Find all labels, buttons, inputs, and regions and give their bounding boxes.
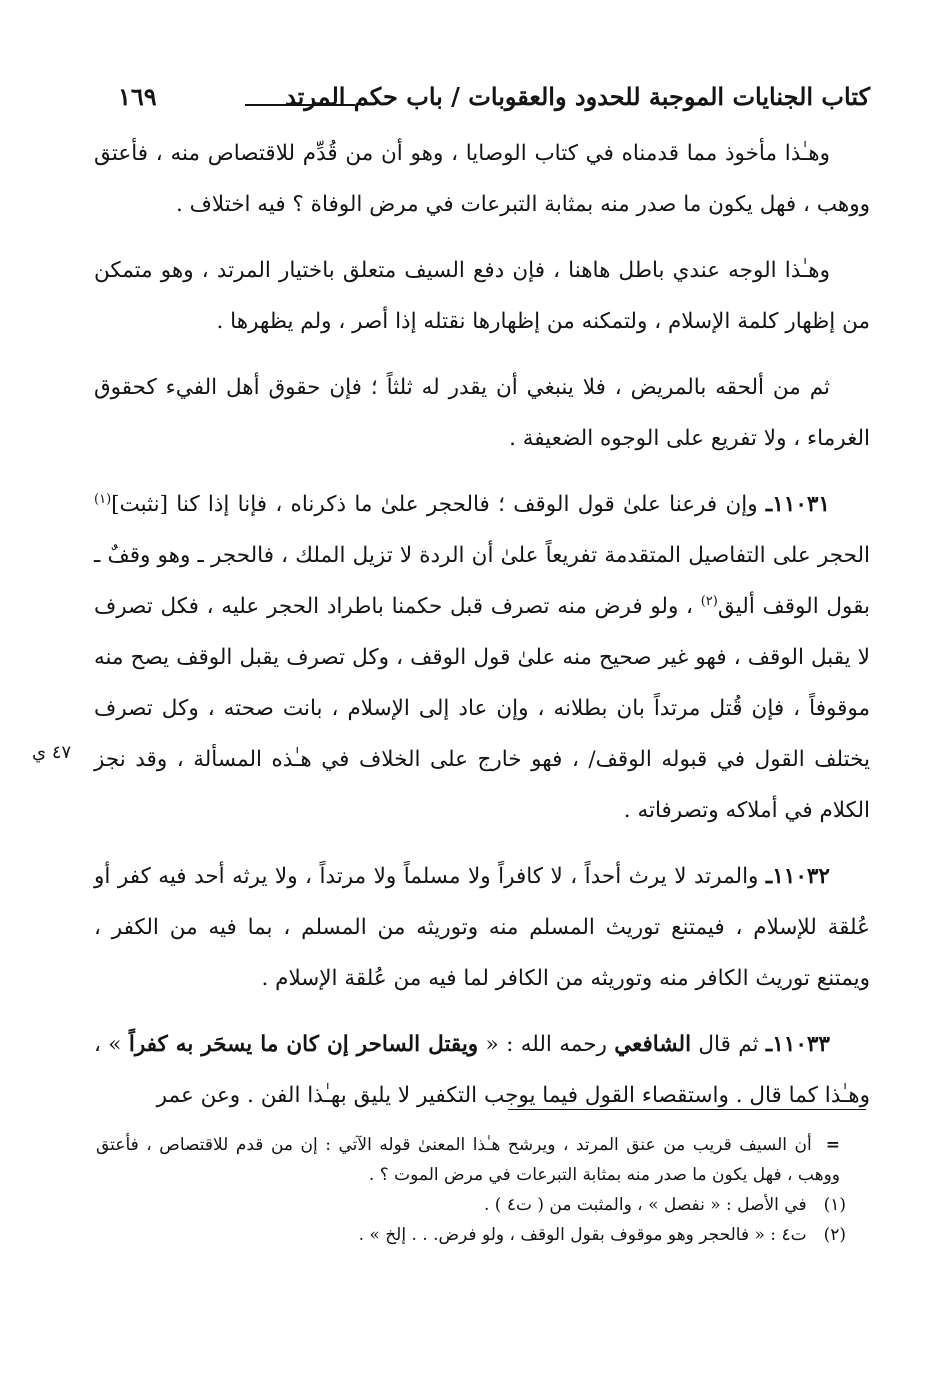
paragraph-text: » ، وهـٰذا كما قال . واستقصاء القول فيما يوجب التكفير لا يليق بهـٰذا الفن . وعن عمر [94,1032,870,1108]
paragraph-text: وهـٰذا مأخوذ مما قدمناه في كتاب الوصايا ، وهو أن من قُدِّم للاقتصاص منه ، فأعتق ووهب ، فهل يكون ما صدر منه بمثابة التبرعات في مرض الوفاة ؟ فيه اختلاف . [94,141,870,217]
paragraph-number: ١١٠٣١ـ [765,492,830,517]
paragraph-text: ، ولو فرض منه تصرف قبل حكمنا باطراد الحجر عليه ، فكل تصرف لا يقبل الوقف ، فهو غير صحيح منه علىٰ قول الوقف ، وكل تصرف يقبل الوقف يصح منه موقوفاً ، فإن قُتل مرتداً بان بطلانه ، وإن عاد إلى الإسلام ، بانت صحته ، وكل تصرف يختلف القول في قبوله الوقف/ ، فهو خارج على الخلاف في هـٰذه المسألة ، وقد نجز الكلام في أملاكه وتصرفاته . [94,594,870,823]
footnote-text: في الأصل : « نفصل » ، والمثبت من ( ت٤ ) . [484,1195,807,1215]
footnote-continuation [96,1130,870,1190]
footnote-1 [96,1190,870,1220]
footnote-ref-2[interactable]: (٢) [700,593,718,609]
paragraph-text: والمرتد لا يرث أحداً ، لا كافراً ولا مسلماً ولا مرتداً ، ولا يرثه أحد فيه كفر أو عُلقة للإسلام ، فيمتنع توريث المسلم منه وتوريثه من المسلم ، بما فيه من الكفر ، ويمتنع توريث الكافر منه وتوريثه من الكافر لما فيه من عُلقة الإسلام . [94,864,870,991]
footnote-ref-1[interactable]: (١) [94,491,112,507]
paragraph-text: وهـٰذا الوجه عندي باطل هاهنا ، فإن دفع السيف متعلق باختيار المرتد ، وهو متمكن من إظهار كلمة الإسلام ، ولتمكنه من إظهارها نقتله إذا أصر ، ولم يظهرها . [94,258,870,334]
main-text [94,128,870,1136]
manuscript-folio-marker: ٤٧ ي [32,742,72,763]
running-header [100,76,870,120]
paragraph-text: وإن فرعنا علىٰ قول الوقف ؛ فالحجر علىٰ ما ذكرناه ، فإنا إذا كنا [نثبت] [111,492,758,517]
footnotes [96,1130,870,1250]
paragraph-text: رحمه الله : « [478,1032,615,1057]
author-name: الشافعي [614,1032,692,1057]
footnote-number: (١) [823,1195,846,1215]
page-number: ١٦٩ [118,82,157,111]
quoted-text: ويقتل الساحر إن كان ما يسحَر به كفراً [128,1032,479,1057]
footnote-text: ت٤ : « فالحجر وهو موقوف بقول الوقف ، ولو فرض. . . إلخ » . [358,1225,807,1245]
footnote-2 [96,1220,870,1250]
paragraph-11031 [94,479,870,836]
paragraph-11032 [94,851,870,1004]
footnote-separator [508,1109,866,1110]
paragraph-text: ثم قال [691,1032,759,1057]
footnote-text: أن السيف قريب من عنق المرتد ، ويرشح هـٰذا المعنىٰ قوله الآتي : إن من قدم للاقتصاص ، فأعتق ووهب ، فهل يكون ما صدر منه بمثابة التبرعات في مرض الموت ؟ . [96,1135,840,1185]
paragraph-text: الحجر على التفاصيل المتقدمة تفريعاً علىٰ أن الردة لا تزيل الملك ، فالحجر ـ وهو وقفٌ ـ بقول الوقف أليق [94,543,870,619]
header-rule [245,104,355,106]
paragraph [94,362,870,464]
paragraph-11033 [94,1019,870,1121]
running-title: كتاب الجنايات الموجبة للحدود والعقوبات / باب حكم المرتد [285,82,870,111]
paragraph-number: ١١٠٣٣ـ [765,1032,830,1057]
paragraph [94,128,870,230]
paragraph-number: ١١٠٣٢ـ [765,864,830,889]
continuation-mark: = [825,1135,840,1155]
paragraph-text: ثم من ألحقه بالمريض ، فلا ينبغي أن يقدر له ثلثاً ؛ فإن حقوق أهل الفيء كحقوق الغرماء ، ولا تفريع على الوجوه الضعيفة . [94,375,870,451]
footnote-number: (٢) [823,1225,846,1245]
paragraph [94,245,870,347]
